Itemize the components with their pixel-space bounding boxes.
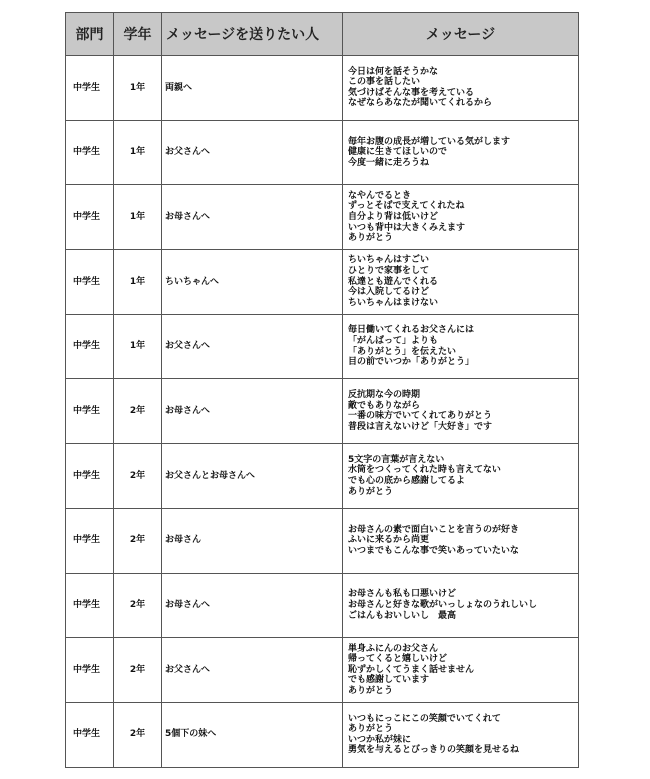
message-line: 今は入院してるけど [348, 287, 430, 298]
message-line: 毎年お腹の成長が増している気がします [348, 136, 511, 147]
message-line: 普段は言えないけど「大好き」です [348, 421, 493, 432]
cell-grade: 2年 [114, 638, 162, 703]
message-line: でも感謝しています [348, 675, 430, 686]
cell-message [343, 250, 579, 315]
cell-grade: 1年 [114, 314, 162, 379]
header-recipient: メッセージを送りたい人 [162, 13, 343, 56]
message-table [65, 12, 579, 768]
message-line: ありがとう [348, 724, 394, 735]
cell-message [343, 573, 579, 638]
message-line: ありがとう [348, 486, 394, 497]
cell-dept: 中学生 [66, 638, 114, 703]
header-dept: 部門 [66, 13, 114, 56]
table-row [66, 638, 579, 703]
cell-grade: 2年 [114, 379, 162, 444]
message-line: お母さんと好きな歌がいっしょなのうれしいし [348, 600, 538, 611]
table-row [66, 120, 579, 185]
message-line: でも心の底から感謝してるよ [348, 475, 466, 486]
cell-dept: 中学生 [66, 314, 114, 379]
cell-recipient: お父さんへ [162, 314, 343, 379]
message-line: 「ありがとう」を伝えたい [348, 346, 457, 357]
message-line: 水筒をつくってくれた時も言えてない [348, 465, 501, 476]
message-line: 恥ずかしくてうまく話せません [348, 664, 475, 675]
cell-recipient: お父さんとお母さんへ [162, 444, 343, 509]
cell-recipient: お母さんへ [162, 379, 343, 444]
cell-dept: 中学生 [66, 379, 114, 444]
message-line: お母さんの素で面白いことを言うのが好き [348, 524, 520, 535]
table-row [66, 185, 579, 250]
message-line: 5文字の言葉が言えない [348, 454, 445, 465]
cell-recipient: 両親へ [162, 56, 343, 121]
cell-grade: 2年 [114, 573, 162, 638]
message-line: なぜならあなたが聞いてくれるから [348, 98, 493, 109]
cell-recipient: お母さん [162, 508, 343, 573]
message-line: 勇気を与えるとびっきりの笑顔を見せるね [348, 745, 520, 756]
message-line: ちいちゃんはすごい [348, 255, 430, 266]
cell-message [343, 120, 579, 185]
table-row [66, 702, 579, 767]
message-line: ごはんもおいしいし 最高 [348, 610, 457, 621]
message-line: いつか私が妹に [348, 734, 412, 745]
message-line: 敵でもありながら [348, 400, 421, 411]
cell-grade: 2年 [114, 702, 162, 767]
cell-grade: 2年 [114, 508, 162, 573]
table-row [66, 56, 579, 121]
table-row [66, 250, 579, 315]
cell-message [343, 185, 579, 250]
cell-recipient: ちいちゃんへ [162, 250, 343, 315]
cell-recipient: お母さんへ [162, 573, 343, 638]
message-line: 毎日働いてくれるお父さんには [348, 325, 475, 336]
cell-recipient: お母さんへ [162, 185, 343, 250]
message-line: ありがとう [348, 685, 394, 696]
table-row [66, 444, 579, 509]
message-line: 「がんばって」よりも [348, 336, 439, 346]
cell-dept: 中学生 [66, 56, 114, 121]
table-header-row [66, 13, 579, 56]
cell-dept: 中学生 [66, 444, 114, 509]
message-line: ふいに来るから尚更 [348, 535, 430, 546]
message-line: ちいちゃんはまけない [348, 297, 439, 308]
cell-dept: 中学生 [66, 702, 114, 767]
message-line: ずっとそばで支えてくれたね [348, 201, 465, 212]
cell-dept: 中学生 [66, 120, 114, 185]
cell-grade: 1年 [114, 56, 162, 121]
cell-message [343, 56, 579, 121]
cell-dept: 中学生 [66, 185, 114, 250]
message-line: いつまでもこんな事で笑いあっていたいな [348, 545, 519, 556]
message-line: 私達とも遊んでくれる [348, 276, 439, 287]
message-line: 一番の味方でいてくれてありがとう [348, 411, 493, 422]
cell-recipient: お父さんへ [162, 120, 343, 185]
cell-message [343, 314, 579, 379]
message-line: 反抗期な今の時期 [348, 390, 421, 401]
message-line: 今日は何を話そうかな [348, 66, 439, 77]
message-line: いつも背中は大きくみえます [348, 222, 466, 233]
message-line: 自分より背は低いけど [348, 211, 439, 222]
message-line: いつもにっこにこの笑顔でいてくれて [348, 713, 501, 724]
table-row [66, 379, 579, 444]
message-table-sheet [65, 12, 578, 768]
message-line: なやんでるとき [348, 190, 412, 201]
table-row [66, 314, 579, 379]
cell-dept: 中学生 [66, 573, 114, 638]
message-line: 今度一緒に走ろうね [348, 157, 430, 168]
cell-message [343, 702, 579, 767]
table-row [66, 573, 579, 638]
message-line: この事を話したい [348, 77, 421, 88]
message-line: 単身ふにんのお父さん [348, 643, 439, 654]
cell-grade: 1年 [114, 185, 162, 250]
table-row [66, 508, 579, 573]
header-grade: 学年 [114, 13, 162, 56]
cell-message [343, 444, 579, 509]
message-line: ありがとう [348, 233, 394, 244]
cell-message [343, 508, 579, 573]
message-line: ひとりで家事をして [348, 266, 430, 277]
cell-dept: 中学生 [66, 508, 114, 573]
table-body [66, 56, 579, 768]
message-line: 気づけばそんな事を考えている [348, 87, 475, 98]
cell-grade: 1年 [114, 250, 162, 315]
message-line: お母さんも私も口悪いけど [348, 589, 457, 600]
message-line: 目の前でいつか「ありがとう」 [348, 357, 475, 368]
message-line: 帰ってくると嬉しいけど [348, 654, 448, 665]
cell-dept: 中学生 [66, 250, 114, 315]
cell-recipient: お父さんへ [162, 638, 343, 703]
cell-grade: 2年 [114, 444, 162, 509]
cell-message [343, 379, 579, 444]
header-message: メッセージ [343, 13, 579, 56]
cell-message [343, 638, 579, 703]
cell-recipient: 5個下の妹へ [162, 702, 343, 767]
message-line: 健康に生きてほしいので [348, 147, 448, 158]
cell-grade: 1年 [114, 120, 162, 185]
